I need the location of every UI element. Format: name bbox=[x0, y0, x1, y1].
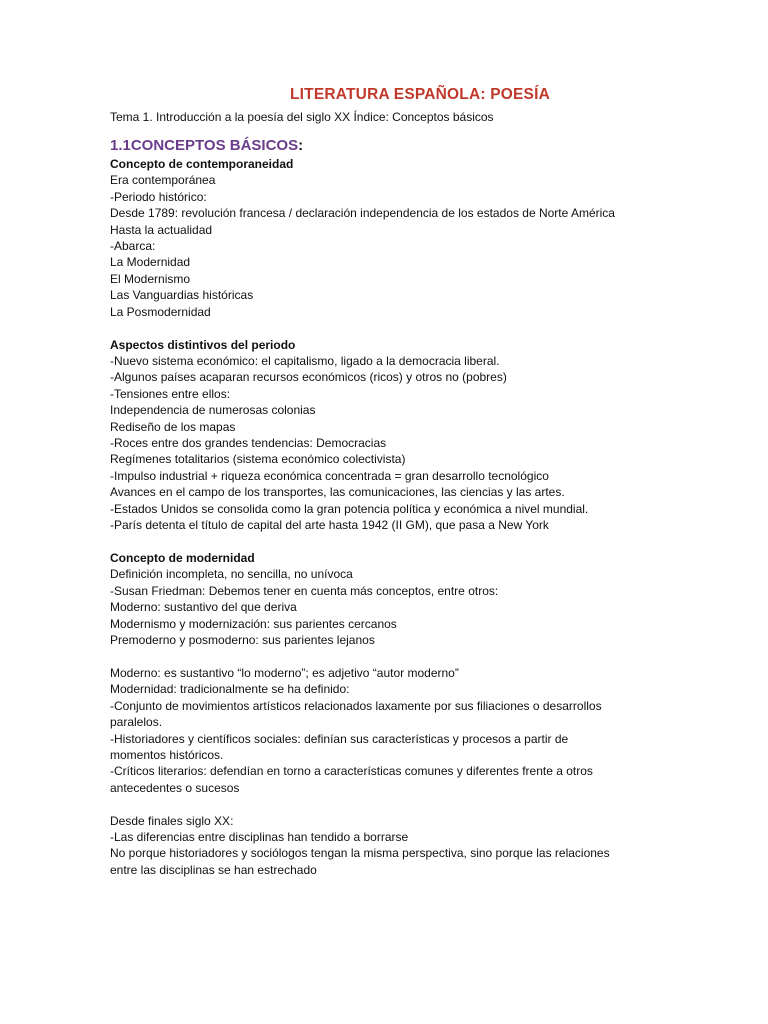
text-line: Las Vanguardias históricas bbox=[110, 288, 254, 303]
text-line: -Roces entre dos grandes tendencias: Democracias bbox=[110, 436, 387, 450]
text-line: Modernismo y modernización: sus parientes cercanos bbox=[110, 616, 397, 631]
text-line: Rediseño de los mapas bbox=[110, 419, 236, 434]
text-line: -París detenta el título de capital del arte hasta 1942 (II GM), que pasa a New York bbox=[110, 518, 549, 533]
block-heading: Aspectos distintivos del periodo bbox=[110, 337, 296, 352]
section-heading bbox=[110, 137, 710, 154]
block-heading: Concepto de contemporaneidad bbox=[110, 157, 294, 171]
text-line: -Conjunto de movimientos artísticos relacionados laxamente por sus filiaciones o desarrollos bbox=[110, 698, 602, 713]
text-line: antecedentes o sucesos bbox=[110, 780, 240, 795]
text-line: -Susan Friedman: Debemos tener en cuenta más conceptos, entre otros: bbox=[110, 583, 499, 598]
section-heading-colon: : bbox=[298, 137, 304, 154]
text-line: Avances en el campo de los transportes, las comunicaciones, las ciencias y las artes. bbox=[110, 485, 565, 500]
text-line: Moderno: es sustantivo “lo moderno”; es adjetivo “autor moderno” bbox=[110, 665, 459, 680]
text-line: Definición incompleta, no sencilla, no unívoca bbox=[110, 567, 353, 582]
text-line: Regímenes totalitarios (sistema económico colectivista) bbox=[110, 452, 406, 467]
text-line: La Posmodernidad bbox=[110, 304, 211, 319]
content-blocks bbox=[110, 156, 710, 878]
content-block bbox=[110, 665, 710, 796]
content-block bbox=[110, 550, 710, 648]
content-block bbox=[110, 156, 710, 320]
text-line: La Modernidad bbox=[110, 255, 191, 270]
text-line: -Historiadores y científicos sociales: definían sus características y procesos a partir de bbox=[110, 731, 569, 746]
text-line: -Las diferencias entre disciplinas han tendido a borrarse bbox=[110, 830, 409, 845]
document-subtitle: Tema 1. Introducción a la poesía del siglo XX Índice: Conceptos básicos bbox=[110, 110, 494, 124]
block-heading: Concepto de modernidad bbox=[110, 550, 255, 565]
text-line: No porque historiadores y sociólogos tengan la misma perspectiva, sino porque las relaciones bbox=[110, 846, 610, 861]
text-line: Desde finales siglo XX: bbox=[110, 813, 234, 828]
document-page bbox=[110, 86, 710, 895]
text-line: -Periodo histórico: bbox=[110, 189, 207, 204]
text-line: Modernidad: tradicionalmente se ha definido: bbox=[110, 682, 350, 697]
text-line: -Nuevo sistema económico: el capitalismo, ligado a la democracia liberal. bbox=[110, 353, 500, 368]
text-line: -Algunos países acaparan recursos económicos (ricos) y otros no (pobres) bbox=[110, 370, 507, 385]
text-line: momentos históricos. bbox=[110, 747, 224, 762]
text-line: -Críticos literarios: defendían en torno a características comunes y diferentes frente a otros bbox=[110, 764, 593, 779]
document-title: LITERATURA ESPAÑOLA: POESÍA bbox=[289, 86, 550, 103]
text-line: -Abarca: bbox=[110, 239, 156, 254]
section-heading-text: 1.1CONCEPTOS BÁSICOS bbox=[110, 137, 299, 154]
text-line: Era contemporánea bbox=[110, 173, 216, 188]
text-line: Moderno: sustantivo del que deriva bbox=[110, 600, 297, 615]
text-line: paralelos. bbox=[110, 715, 163, 730]
text-line: Desde 1789: revolución francesa / declaración independencia de los estados de Norte América bbox=[110, 206, 615, 221]
text-line: -Estados Unidos se consolida como la gran potencia política y económica a nivel mundial. bbox=[110, 501, 589, 516]
text-line: Premoderno y posmoderno: sus parientes lejanos bbox=[110, 632, 375, 647]
text-line: -Tensiones entre ellos: bbox=[110, 386, 231, 401]
text-line: Independencia de numerosas colonias bbox=[110, 403, 316, 418]
text-line: Hasta la actualidad bbox=[110, 222, 213, 237]
content-block bbox=[110, 813, 710, 879]
content-block bbox=[110, 337, 710, 534]
text-line: El Modernismo bbox=[110, 271, 191, 286]
text-line: -Impulso industrial + riqueza económica concentrada = gran desarrollo tecnológico bbox=[110, 468, 549, 483]
text-line: entre las disciplinas se han estrechado bbox=[110, 862, 317, 877]
